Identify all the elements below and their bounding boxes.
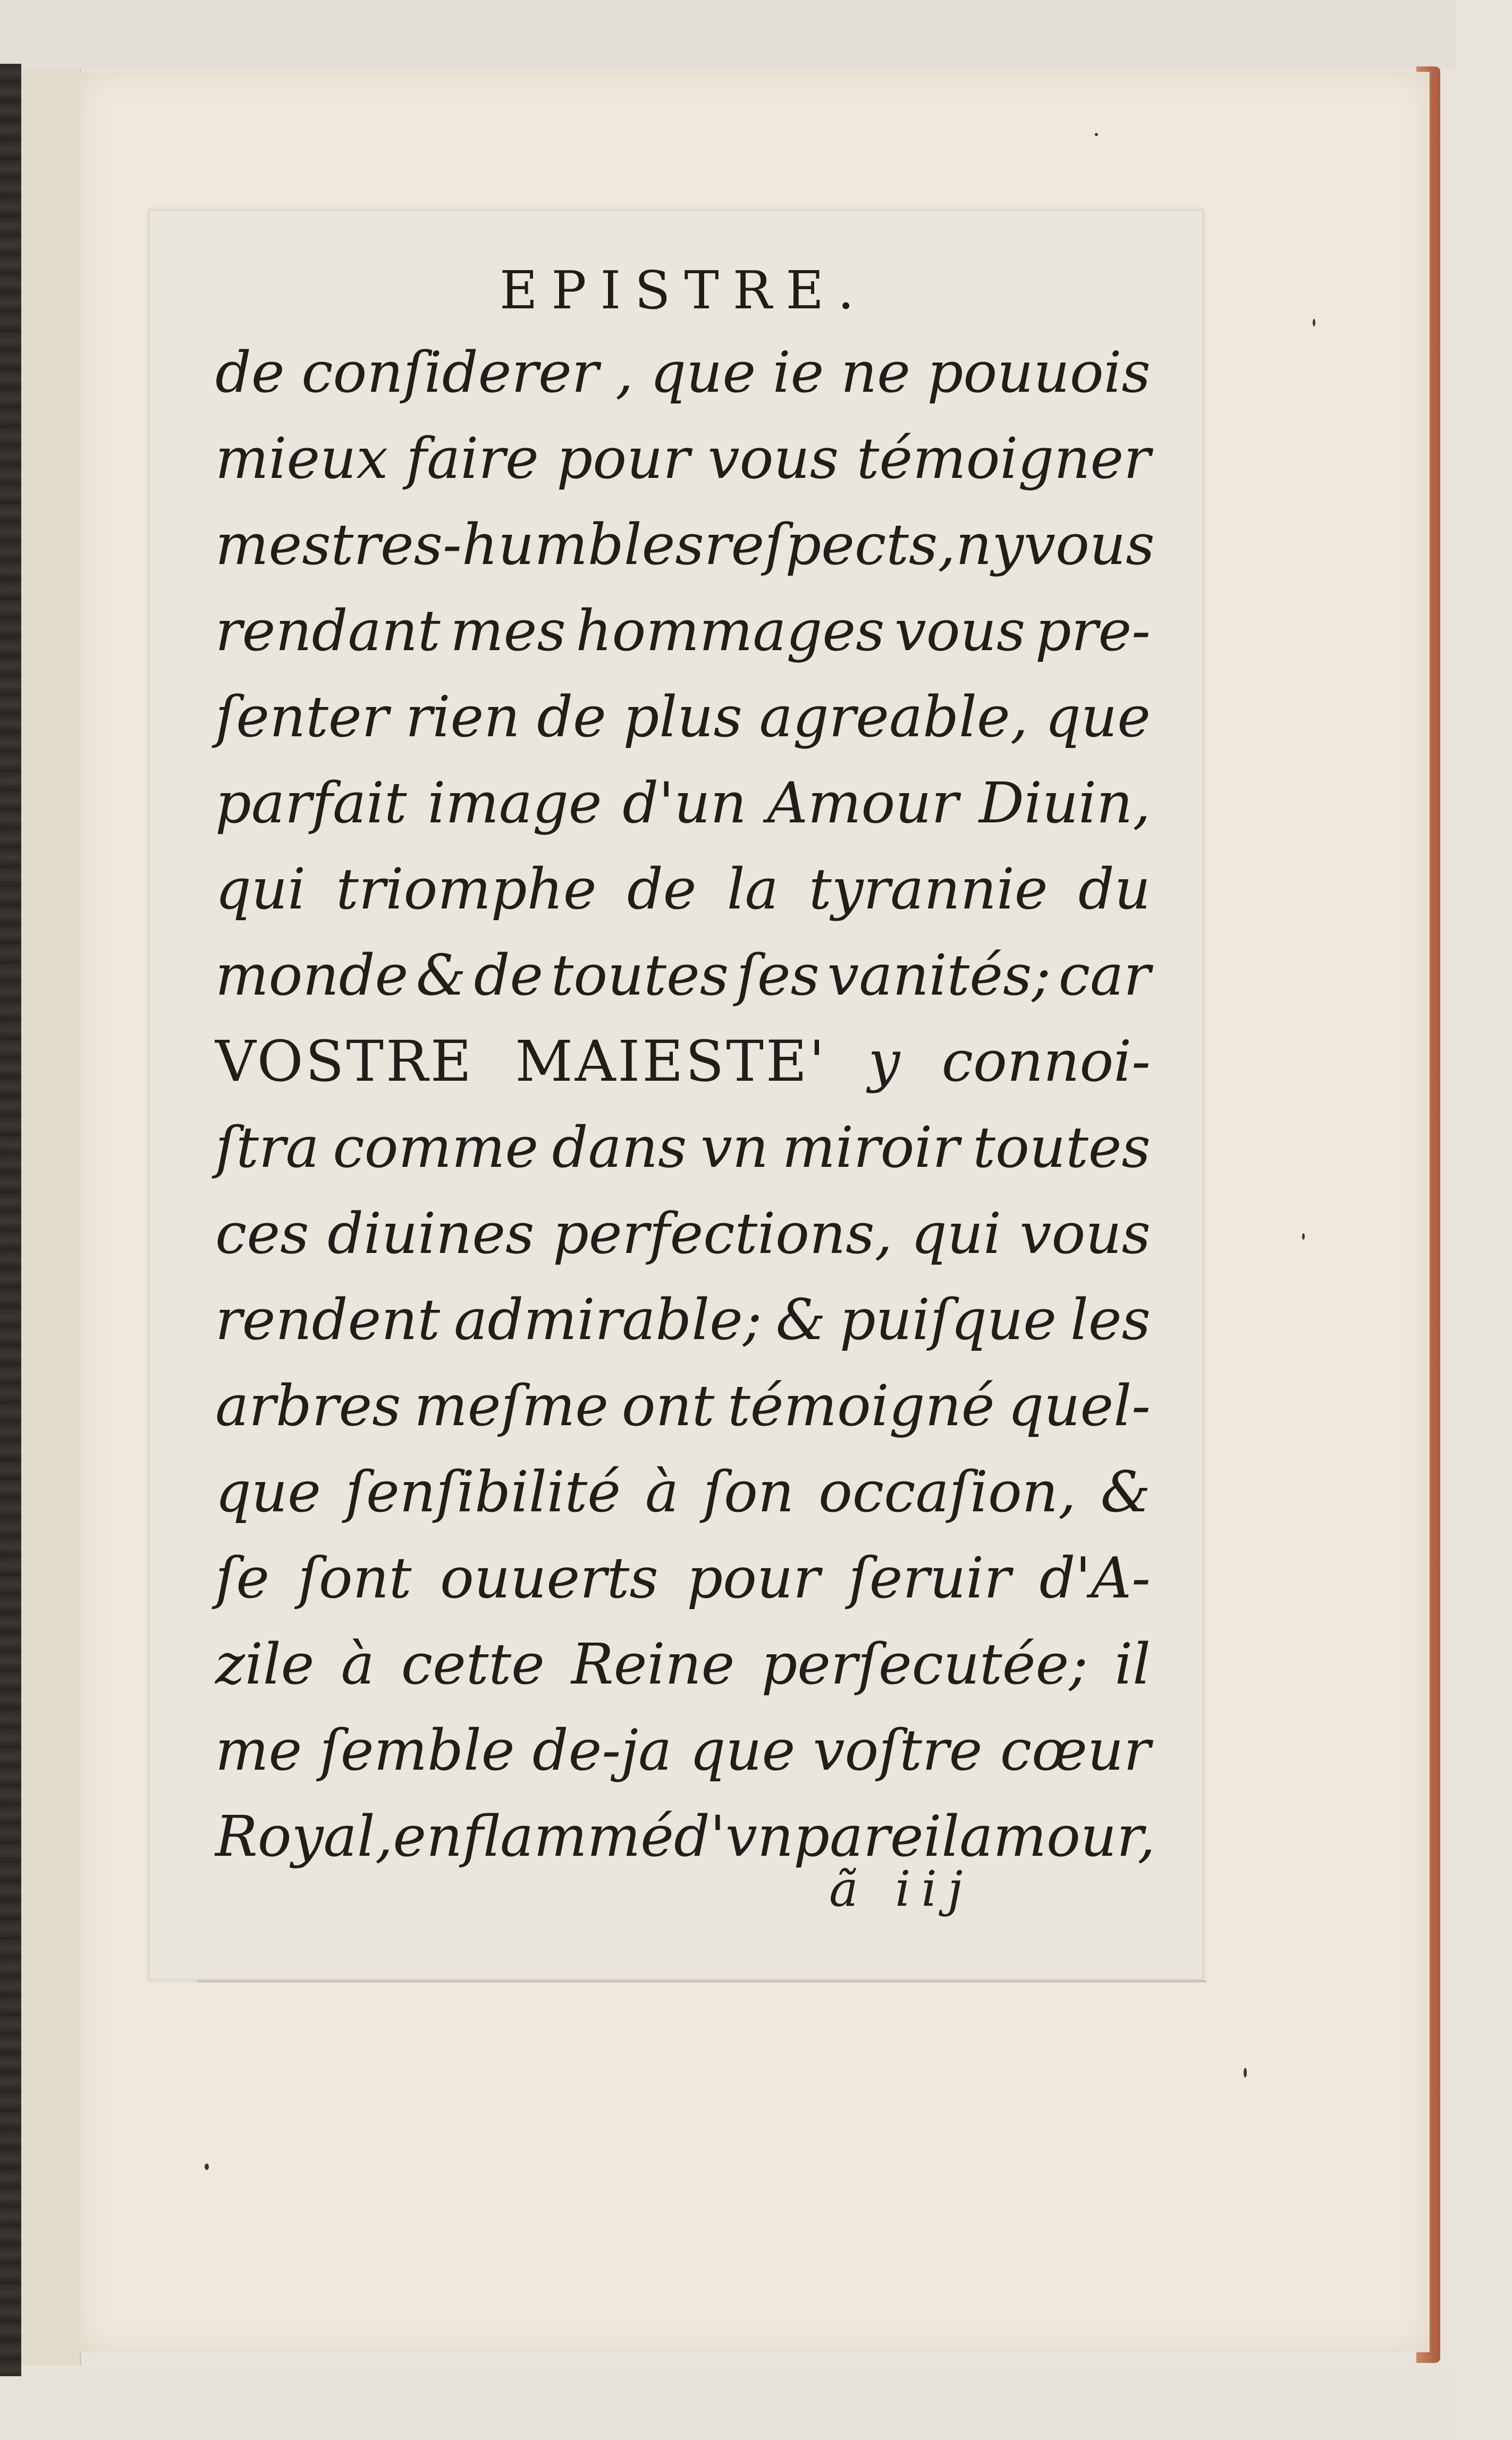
text-line: [215, 1621, 1151, 1707]
text-word: perfections,: [553, 1201, 893, 1266]
text-word: que: [650, 340, 756, 405]
text-word: Royal,: [215, 1804, 393, 1869]
signature-mark: ã iij: [829, 1861, 974, 1917]
text-word: tres-humbles: [331, 512, 704, 577]
text-word: mieux: [215, 426, 388, 491]
text-word: à: [645, 1459, 679, 1525]
text-word: pour: [687, 1545, 820, 1611]
text-word: témoigner: [856, 426, 1151, 491]
text-word: ſtra: [215, 1115, 319, 1180]
text-word: ſont: [298, 1545, 412, 1611]
text-word: image: [427, 770, 602, 836]
text-word: reſpects,: [704, 512, 956, 577]
text-word: du: [1078, 856, 1151, 922]
text-word: hommages: [576, 598, 885, 663]
text-word: vn: [700, 1115, 769, 1180]
paper-speck: [1095, 133, 1098, 136]
paper-speck: [1244, 2068, 1247, 2077]
text-word: arbres: [215, 1373, 401, 1438]
text-word: dans: [552, 1115, 687, 1180]
text-word: ſenter: [215, 684, 389, 750]
text-word: toutes: [973, 1115, 1151, 1180]
text-word: vous: [1024, 512, 1155, 577]
text-word: &: [416, 943, 467, 1008]
text-word: enflammé: [393, 1804, 674, 1869]
text-word: que: [689, 1718, 796, 1783]
text-word: amour,: [959, 1804, 1155, 1869]
text-word: vous: [894, 598, 1026, 663]
scan-background-top: [0, 0, 1512, 69]
text-word: que: [1045, 684, 1151, 750]
text-word: Diuin,: [978, 770, 1151, 836]
text-word: mes: [450, 598, 566, 663]
text-line: [215, 1707, 1151, 1794]
text-word: ſenſibilité: [345, 1459, 621, 1525]
text-word: qui: [910, 1201, 1001, 1266]
text-word: agreable,: [759, 684, 1028, 750]
text-line: [215, 760, 1151, 846]
text-word: témoigné: [728, 1373, 995, 1438]
text-word: qui: [215, 856, 306, 922]
text-word: pour: [556, 426, 690, 491]
text-line: [215, 588, 1151, 674]
text-line: [215, 416, 1151, 502]
text-line: [215, 1794, 1155, 1880]
text-word: ouuerts: [440, 1545, 658, 1611]
text-word: pre-: [1035, 598, 1151, 663]
plate-bottom-rule: [197, 1980, 1206, 1982]
text-word: voſtre: [813, 1718, 983, 1783]
text-word: d'vn: [673, 1804, 794, 1869]
text-word: rendent: [215, 1287, 441, 1352]
text-word: ſemble: [319, 1718, 515, 1783]
text-word: la: [727, 856, 779, 922]
text-word: ne: [841, 340, 911, 405]
text-word: meſme: [414, 1373, 609, 1438]
text-word: ,: [615, 340, 633, 405]
text-line: [215, 1363, 1151, 1449]
text-word: vanités;: [827, 943, 1051, 1008]
text-line: [215, 1277, 1151, 1363]
text-word: mes: [215, 512, 331, 577]
text-word: que: [215, 1459, 321, 1525]
text-word: d'un: [622, 770, 747, 836]
book-spine: [0, 64, 21, 2376]
text-word: vous: [707, 426, 839, 491]
text-word: admirable;: [454, 1287, 762, 1352]
text-word: tyrannie: [809, 856, 1048, 922]
paper-speck: [1313, 319, 1315, 326]
text-word: comme: [333, 1115, 539, 1180]
text-word: il: [1114, 1631, 1151, 1697]
text-word: quel-: [1008, 1373, 1151, 1438]
text-line: [215, 1449, 1151, 1535]
text-word: Amour: [767, 770, 959, 836]
text-line: [215, 1191, 1151, 1277]
scan-background-bottom: [0, 2371, 1512, 2440]
text-word: triomphe: [336, 856, 597, 922]
text-word: ont: [621, 1373, 715, 1438]
text-line: [215, 674, 1151, 760]
text-word: pouuois: [927, 340, 1151, 405]
body-text: [215, 330, 1155, 1880]
text-word: ſon: [703, 1459, 795, 1525]
text-word: occaſion,: [818, 1459, 1076, 1525]
text-word: faire: [406, 426, 539, 491]
text-word: &: [775, 1287, 826, 1352]
text-word: connoi-: [941, 1029, 1151, 1094]
text-word: pareil: [793, 1804, 960, 1869]
text-line: [215, 1019, 1151, 1105]
text-word: parfait: [215, 770, 407, 836]
text-word: ſeruir: [848, 1545, 1011, 1611]
text-word: zile: [215, 1631, 315, 1697]
text-word: me: [215, 1718, 302, 1783]
text-word: miroir: [782, 1115, 960, 1180]
text-word: VOSTRE: [215, 1029, 474, 1094]
text-word: Reine: [571, 1631, 735, 1697]
text-word: MAIESTE': [515, 1029, 827, 1094]
text-word: de: [537, 684, 606, 750]
text-line: [215, 330, 1151, 416]
text-word: vous: [1019, 1201, 1151, 1266]
text-word: car: [1058, 943, 1151, 1008]
text-word: monde: [215, 943, 409, 1008]
text-word: ſe: [215, 1545, 269, 1611]
text-line: [215, 1535, 1151, 1621]
running-heading: EPISTRE.: [500, 260, 868, 321]
text-word: ie: [772, 340, 824, 405]
text-word: conſiderer: [301, 340, 599, 405]
paper-speck: [1302, 1233, 1305, 1240]
text-word: à: [341, 1631, 375, 1697]
text-word: ny: [956, 512, 1024, 577]
text-word: d'A-: [1039, 1545, 1151, 1611]
text-word: cette: [401, 1631, 545, 1697]
text-word: rien: [405, 684, 520, 750]
text-word: cœur: [1000, 1718, 1151, 1783]
text-word: ces: [215, 1201, 309, 1266]
text-word: diuines: [327, 1201, 535, 1266]
facing-page-edge: [21, 69, 81, 2366]
text-word: puiſque: [839, 1287, 1057, 1352]
text-word: plus: [623, 684, 742, 750]
text-line: [215, 932, 1151, 1019]
text-word: toutes: [551, 943, 729, 1008]
paper-speck: [205, 2164, 209, 2170]
text-line: [215, 846, 1151, 932]
text-line: [215, 502, 1155, 588]
text-word: de: [474, 943, 544, 1008]
text-word: &: [1100, 1459, 1151, 1525]
text-word: perſecutée;: [761, 1631, 1088, 1697]
text-word: de-ja: [532, 1718, 672, 1783]
text-word: les: [1070, 1287, 1151, 1352]
text-word: rendant: [215, 598, 441, 663]
text-word: de: [627, 856, 697, 922]
text-word: de: [215, 340, 285, 405]
text-word: y: [868, 1029, 900, 1094]
scan-background-right: [1456, 0, 1512, 2440]
text-line: [215, 1105, 1151, 1191]
text-word: ſes: [736, 943, 820, 1008]
